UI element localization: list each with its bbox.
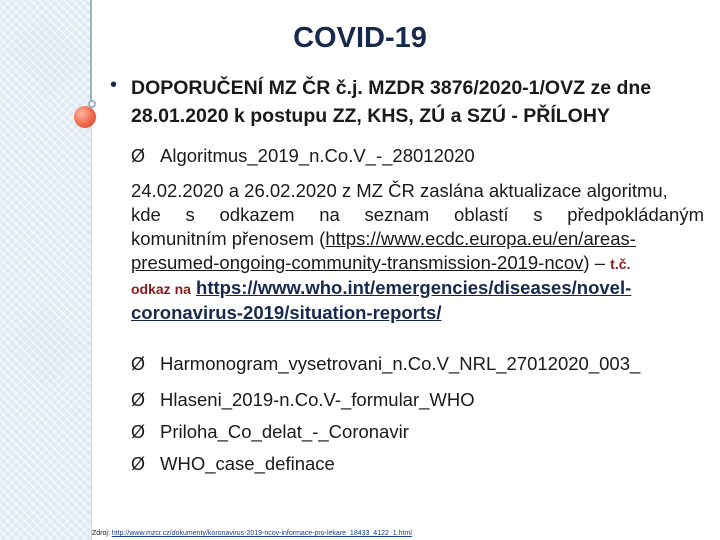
- para-line1: 24.02.2020 a 26.02.2020 z MZ ČR zaslána aktualizace algoritmu,: [131, 180, 668, 201]
- odkaz-label: odkaz na: [131, 281, 191, 297]
- bullet-icon: •: [110, 74, 118, 96]
- tc-label: t.č.: [610, 256, 631, 272]
- arrow-bullet-icon: Ø: [131, 390, 146, 410]
- para-line6: [131, 301, 704, 325]
- arrow-bullet-icon: Ø: [131, 354, 146, 374]
- update-paragraph: [131, 179, 704, 325]
- who-link-part1[interactable]: https://www.who.int/emergencies/diseases/novel-: [196, 277, 632, 298]
- main-bullet-text: [131, 74, 706, 130]
- attachment-harmonogram: Harmonogram_vysetrovani_n.Co.V_NRL_27012020_003_: [160, 353, 641, 374]
- para-line3-text: komunitním přenosem (: [131, 228, 326, 249]
- source-footer: [92, 530, 412, 537]
- slide-title: COVID-19: [293, 22, 427, 54]
- para-line2: kde s odkazem na seznam oblastí s předpokládaným: [131, 204, 704, 225]
- decorative-small-circle: [88, 100, 96, 108]
- attachment-algoritmus: Algoritmus_2019_n.Co.V_-_28012020: [160, 145, 475, 166]
- left-decorative-band: [0, 0, 92, 540]
- arrow-bullet-icon: Ø: [131, 146, 146, 166]
- attachment-who-case: WHO_case_definace: [160, 453, 335, 474]
- para-line4-text: ) –: [583, 252, 611, 273]
- attachment-hlaseni: Hlaseni_2019-n.Co.V-_formular_WHO: [160, 389, 475, 410]
- footer-source-link[interactable]: http://www.mzcr.cz/dokumenty/koronavirus-2019-ncov-informace-pro-lekare_18433_4122_1.html: [111, 530, 412, 537]
- main-bullet-line2: 28.01.2020 k postupu ZZ, KHS, ZÚ a SZÚ - PŘÍLOHY: [131, 105, 610, 127]
- para-line3: [131, 227, 704, 251]
- para-line4: [131, 251, 704, 276]
- decorative-orange-circle: [74, 106, 96, 128]
- ecdc-link-part2[interactable]: presumed-ongoing-community-transmission-2019-ncov: [131, 252, 584, 273]
- ecdc-link-part1[interactable]: https://www.ecdc.europa.eu/en/areas-: [325, 228, 636, 249]
- arrow-bullet-icon: Ø: [131, 454, 146, 474]
- who-link-part2[interactable]: coronavirus-2019/situation-reports/: [131, 302, 442, 323]
- footer-label: Zdroj:: [92, 530, 112, 537]
- para-line5: [131, 276, 704, 301]
- arrow-bullet-icon: Ø: [131, 422, 146, 442]
- attachment-priloha: Priloha_Co_delat_-_Coronavir: [160, 421, 409, 442]
- main-bullet-line1: DOPORUČENÍ MZ ČR č.j. MZDR 3876/2020-1/OVZ ze dne: [131, 77, 652, 99]
